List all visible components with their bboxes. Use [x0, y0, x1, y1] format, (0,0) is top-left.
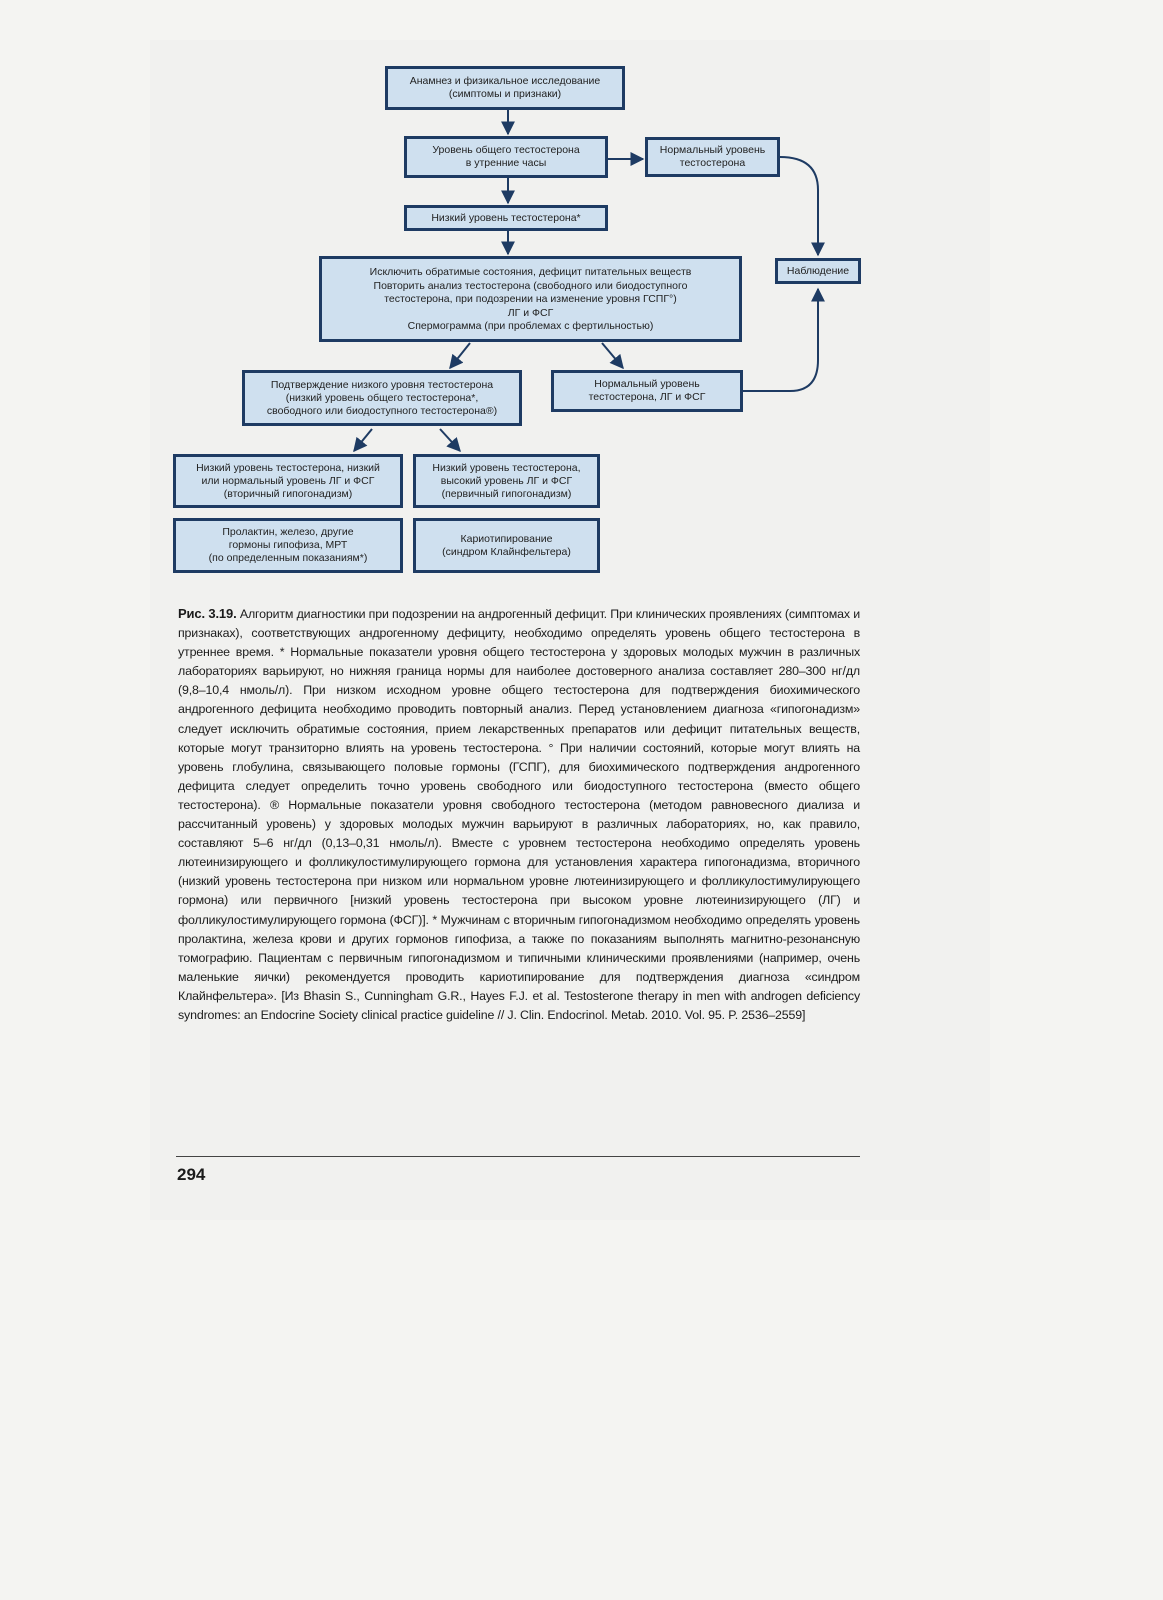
box-normal-lh-fsh — [551, 370, 743, 412]
box-observation-text: Наблюдение — [786, 264, 850, 277]
box-line-0: Исключить обратимые состояния, дефицит питательных веществ — [369, 266, 692, 279]
box-primary-hypogonadism — [413, 454, 600, 508]
arrow-confirmation-to-primary — [440, 429, 460, 451]
box-history-text: Анамнез и физикальное исследование (симптомы и признаки) — [409, 75, 601, 100]
box-confirmation — [242, 370, 522, 426]
box-exclude — [319, 256, 742, 342]
box-normal-lh-fsh-text: Нормальный уровень тестостерона, ЛГ и ФСГ — [588, 378, 706, 403]
arrow-confirmation-to-secondary — [354, 429, 372, 451]
box-morning-testosterone — [404, 136, 608, 178]
arrow-normal-to-observation — [780, 157, 818, 255]
box-observation — [775, 258, 861, 284]
arrow-exclude-to-normal-lh — [602, 343, 623, 368]
page-number: 294 — [177, 1165, 206, 1184]
box-karyotype-text: Кариотипирование (синдром Клайнфельтера) — [442, 532, 571, 558]
arrow-exclude-to-confirmation — [450, 343, 470, 368]
box-normal-testosterone-text: Нормальный уровень тестостерона — [659, 144, 766, 169]
arrow-normal-lh-to-observation — [743, 289, 818, 391]
box-confirmation-text: Подтверждение низкого уровня тестостерона (низкий уровень общего тестостерона*, свободного или биодоступного тестостерона®) — [266, 378, 498, 417]
box-line-2: тестостерона, при подозрении на изменение уровня ГСПГ°) — [384, 293, 677, 306]
box-prolactin-text: Пролактин, железо, другие гормоны гипофиза, МРТ (по определенным показаниям*) — [208, 526, 368, 564]
caption-label: Рис. 3.19. — [178, 606, 237, 621]
box-normal-testosterone — [645, 137, 780, 177]
box-line-3: ЛГ и ФСГ — [507, 306, 554, 319]
box-secondary-hypogonadism-text: Низкий уровень тестостерона, низкий или нормальный уровень ЛГ и ФСГ (вторичный гипогонадизм) — [196, 461, 380, 500]
footer-rule — [176, 1156, 860, 1157]
box-line-1: Повторить анализ тестостерона (свободного или биодоступного — [373, 279, 688, 292]
figure-caption — [178, 604, 860, 1025]
box-primary-hypogonadism-text: Низкий уровень тестостерона, высокий уровень ЛГ и ФСГ (первичный гипогонадизм) — [432, 461, 581, 500]
box-morning-testosterone-text: Уровень общего тестостерона в утренние часы — [432, 144, 580, 169]
box-low-testosterone — [404, 205, 608, 231]
box-secondary-hypogonadism — [173, 454, 403, 508]
box-exclude-lines — [328, 266, 733, 334]
caption-text: Алгоритм диагностики при подозрении на андрогенный дефицит. При клинических проявлениях (симптомах и признаках), соответствующих андрогенному дефициту, необходимо определять уровень общего тестостерона в утреннее время. * Нормальные показатели уровня общего тестостерона у здоровых молодых мужчин в различных лабораториях варьируют, но нижняя граница нормы для наиболее достоверного анализа составляет 280–300 нг/дл (9,8–10,4 нмоль/л). При низком исходном уровне общего тестостерона для подтверждения биохимического андрогенного дефицита необходимо проводить повторный анализ. Перед установлением диагноза «гипогонадизм» следует исключить обратимые состояния, прием лекарственных препаратов или дефицит питательных веществ, которые могут транзиторно влиять на уровень тестостерона. ° При наличии состояний, которые могут влиять на уровень глобулина, связывающего половые гормоны (ГСПГ), для биохимического подтверждения андрогенного дефицита следует определить точно уровень свободного или биодоступного тестостерона (вместо общего тестостерона). ® Нормальные показатели уровня свободного тестостерона (методом равновесного диализа и рассчитанный уровень) у здоровых молодых мужчин варьируют в различных лабораториях, но, как правило, составляют 5–6 нг/дл (0,13–0,31 нмоль/л). Вместе с уровнем тестостерона необходимо определять уровень лютеинизирующего и фолликулостимулирующего гормона для установления характера гипогонадизма, вторичного (низкий уровень тестостерона при низком или нормальном уровне лютеинизирующего и фолликулостимулирующего гормона) или первичного [низкий уровень тестостерона при высоком уровне лютеинизирующего (ЛГ) и фолликулостимулирующего гормона (ФСГ)]. * Мужчинам с вторичным гипогонадизмом необходимо определять уровень пролактина, железа крови и других гормонов гипофиза, а также по показаниям выполнять магнитно-резонансную томографию. Пациентам с первичным гипогонадизмом и типичными клиническими проявлениями (например, очень маленькие яички) рекомендуется проводить кариотипирование для подтверждения диагноза «синдром Клайнфельтера». [Из Bhasin S., Cunningham G.R., Hayes F.J. et al. Testosterone therapy in men with androgen deficiency syndromes: an Endocrine Society clinical practice guideline // J. Clin. Endocrinol. Metab. 2010. Vol. 95. P. 2536–2559] — [178, 607, 860, 1022]
box-line-4: Спермограмма (при проблемах с фертильностью) — [407, 320, 654, 333]
box-karyotype — [413, 518, 600, 573]
box-history — [385, 66, 625, 110]
box-low-testosterone-text: Низкий уровень тестостерона* — [431, 211, 581, 224]
box-prolactin — [173, 518, 403, 573]
